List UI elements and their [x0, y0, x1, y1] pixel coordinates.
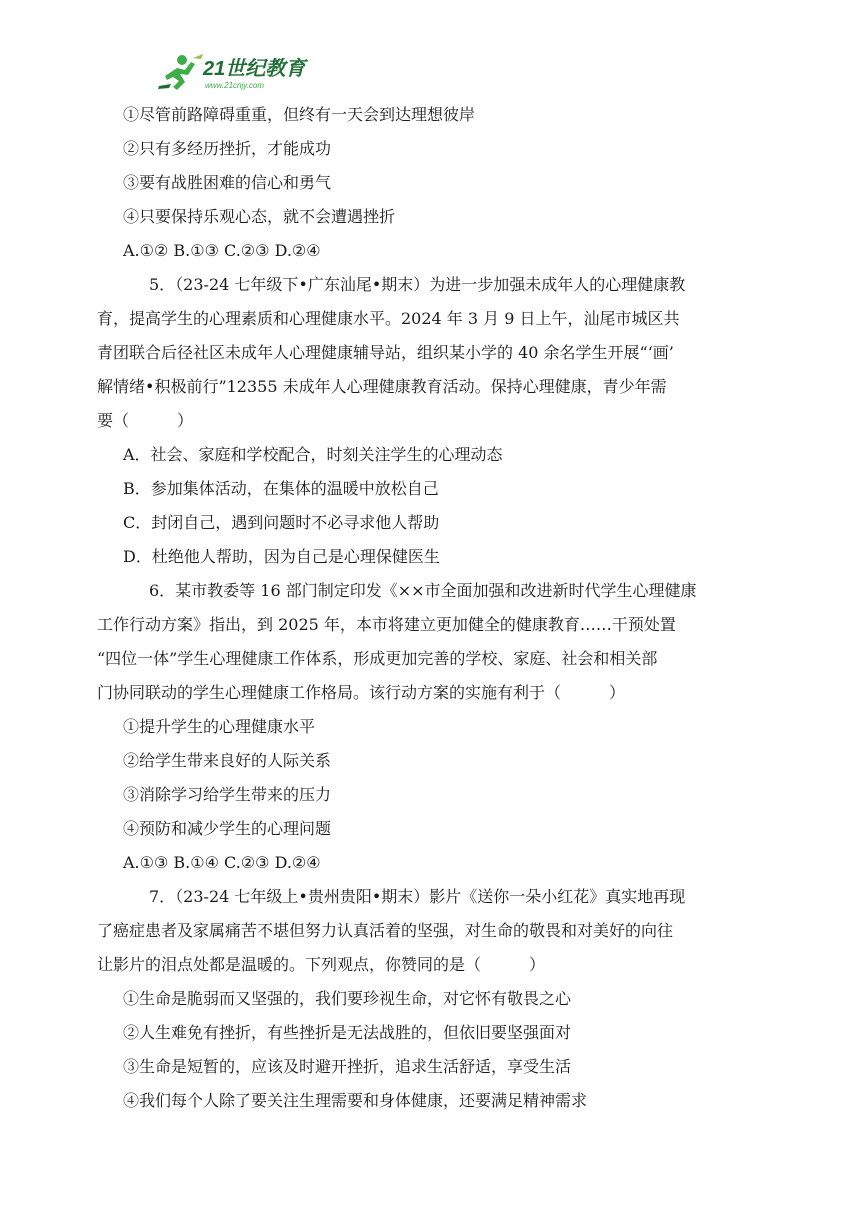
q6-stem-line-2: 工作行动方案》指出，到 2025 年，本市将建立更加健全的健康教育……干预处置	[97, 615, 676, 634]
q5-stem-line-2: 育，提高学生的心理素质和心理健康水平。2024 年 3 月 9 日上午，汕尾市城区共	[97, 309, 680, 328]
q5-stem-line-1: 5．（23-24 七年级下•广东汕尾•期末）为进一步加强未成年人的心理健康教	[149, 275, 686, 294]
q4-choices: A.①② B.①③ C.②③ D.②④	[123, 241, 321, 260]
q6-stem-line-1: 6．某市教委等 16 部门制定印发《××市全面加强和改进新时代学生心理健康	[149, 581, 697, 600]
q5-option-d: D．杜绝他人帮助，因为自己是心理保健医生	[123, 547, 440, 566]
q6-stem-line-3: “四位一体”学生心理健康工作体系，形成更加完善的学校、家庭、社会和相关部	[97, 649, 658, 668]
q5-option-c: C．封闭自己，遇到问题时不必寻求他人帮助	[123, 513, 440, 532]
q5-stem-line-3: 青团联合后径社区未成年人心理健康辅导站，组织某小学的 40 余名学生开展“‘画’	[97, 343, 674, 362]
q6-option-3: ③消除学习给学生带来的压力	[123, 785, 332, 804]
q5-stem-line-4: 解情绪•积极前行”12355 未成年人心理健康教育活动。保持心理健康，青少年需	[97, 377, 667, 396]
q7-stem-line-2: 了癌症患者及家属痛苦不堪但努力认真活着的坚强，对生命的敬畏和对美好的向往	[97, 921, 674, 940]
q6-option-2: ②给学生带来良好的人际关系	[123, 751, 332, 770]
runner-icon	[158, 54, 203, 90]
q7-option-3: ③生命是短暂的，应该及时避开挫折，追求生活舒适，享受生活	[123, 1057, 572, 1076]
logo-url: www.21cnjy.com	[205, 81, 264, 90]
logo	[155, 48, 355, 98]
q7-stem-line-3: 让影片的泪点处都是温暖的。下列观点，你赞同的是（ ）	[97, 955, 546, 974]
q5-option-b: B．参加集体活动，在集体的温暖中放松自己	[123, 479, 439, 498]
q6-option-1: ①提升学生的心理健康水平	[123, 717, 316, 736]
q7-option-1: ①生命是脆弱而又坚强的，我们要珍视生命，对它怀有敬畏之心	[123, 989, 572, 1008]
q5-option-a: A．社会、家庭和学校配合，时刻关注学生的心理动态	[123, 445, 503, 464]
q6-option-4: ④预防和减少学生的心理问题	[123, 819, 332, 838]
q4-option-2: ②只有多经历挫折，才能成功	[123, 139, 332, 158]
q4-option-1: ①尽管前路障碍重重，但终有一天会到达理想彼岸	[123, 105, 476, 124]
logo-text: 21世纪教育	[203, 58, 306, 80]
question-content	[97, 98, 743, 1118]
q4-option-3: ③要有战胜困难的信心和勇气	[123, 173, 332, 192]
q7-option-4: ④我们每个人除了要关注生理需要和身体健康，还要满足精神需求	[123, 1091, 588, 1110]
q4-option-4: ④只要保持乐观心态，就不会遭遇挫折	[123, 207, 396, 226]
q7-stem-line-1: 7．（23-24 七年级上•贵州贵阳•期末）影片《送你一朵小红花》真实地再现	[149, 887, 686, 906]
q7-option-2: ②人生难免有挫折，有些挫折是无法战胜的，但依旧要坚强面对	[123, 1023, 572, 1042]
q6-choices: A.①③ B.①④ C.②③ D.②④	[123, 853, 321, 872]
q5-stem-line-5: 要（ ）	[97, 411, 194, 430]
q6-stem-line-4: 门协同联动的学生心理健康工作格局。该行动方案的实施有利于（ ）	[97, 683, 626, 702]
